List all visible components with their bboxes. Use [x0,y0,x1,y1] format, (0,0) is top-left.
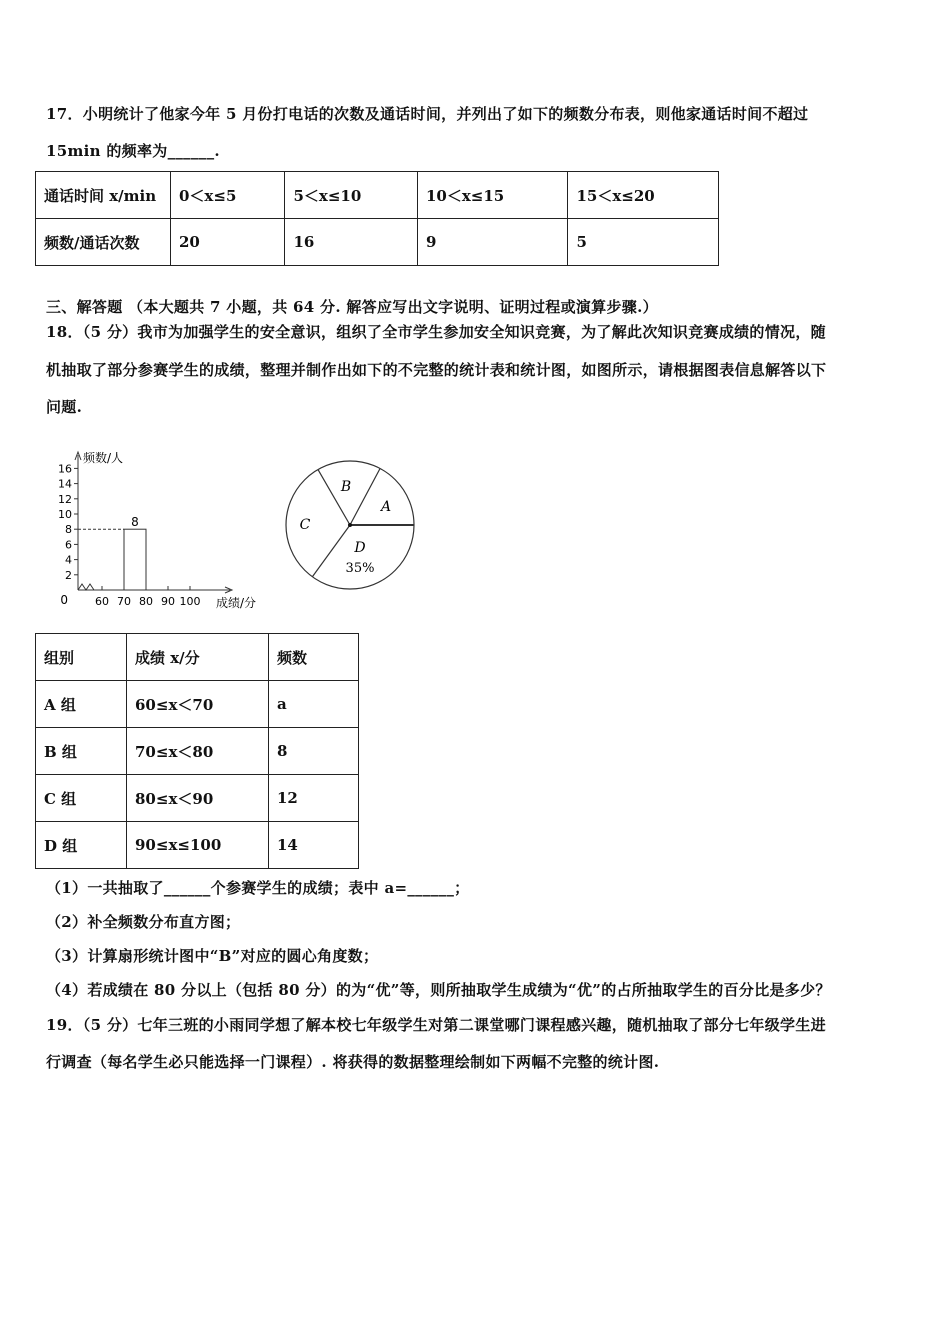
table-cell: 60≤x＜70 [127,681,269,728]
y-axis-label: 频数/人 [83,451,124,465]
table-cell: 20 [171,219,285,266]
table-cell: 15＜x≤20 [568,172,719,219]
table-cell: 90≤x≤100 [127,822,269,869]
x-tick-label: 90 [161,595,175,608]
x-axis-label: 成绩/分 [216,596,257,610]
table-cell: 5＜x≤10 [285,172,417,219]
q18-sub4: （4）若成绩在 80 分以上（包括 80 分）的为“优”等，则所抽取学生成绩为“优”的占所抽取学生的百分比是多少？ [46,981,831,999]
pie-slice-percent: 35% [345,561,375,576]
table-cell: 5 [568,219,719,266]
y-tick-label: 12 [58,492,72,506]
table-cell: 70≤x＜80 [127,728,269,775]
bar-value-label: 8 [131,515,139,530]
q17-line1: 17．小明统计了他家今年 5 月份打电话的次数及通话时间，并列出了如下的频数分布表，则他家通话时间不超过 [46,105,809,123]
pie-slice-label: A [380,499,392,515]
y-tick-label: 16 [58,462,72,476]
x-tick-label: 80 [139,595,153,608]
table-row [36,822,359,869]
table-cell: D 组 [36,822,127,869]
pie-slice-label: D [354,540,366,556]
x-tick-label: 60 [95,595,109,608]
table-cell: 80≤x＜90 [127,775,269,822]
table-row [36,634,359,681]
histogram-bar [124,529,146,590]
table-row [36,219,719,266]
q18-line1: 18．（5 分）我市为加强学生的安全意识，组织了全市学生参加安全知识竞赛，为了解此次知识竞赛成绩的情况，随 [46,323,826,341]
q18-line3: 问题. [46,398,83,416]
y-tick-label: 2 [65,568,72,582]
y-tick-label: 6 [65,538,72,552]
table-cell: 14 [269,822,359,869]
q18-sub1: （1）一共抽取了______个参赛学生的成绩；表中 a=______； [46,879,470,897]
table-header-cell: 成绩 x/分 [127,634,269,681]
y-tick-label: 4 [65,553,72,567]
x-tick-label: 70 [117,595,131,608]
q18-sub2: （2）补全频数分布直方图； [46,913,241,931]
table-row [36,775,359,822]
q18-sub3: （3）计算扇形统计图中“B”对应的圆心角度数； [46,947,379,965]
table-cell: 通话时间 x/min [36,172,171,219]
table-cell: A 组 [36,681,127,728]
origin-label: 0 [60,593,68,607]
pie-center [348,523,352,527]
table-cell: 12 [269,775,359,822]
frequency-histogram [40,440,280,615]
y-tick-label: 10 [58,508,72,521]
section-heading: 三、解答题 （本大题共 7 小题，共 64 分. 解答应写出文字说明、证明过程或演算步骤.） [46,298,658,316]
y-tick-label: 14 [58,477,72,491]
table-cell: 16 [285,219,417,266]
table-cell: 9 [417,219,568,266]
q17-line2: 15min 的频率为______. [46,142,220,160]
table-row [36,681,359,728]
table-row [36,172,719,219]
q17-table [35,171,719,266]
pie-slice-label: C [299,517,311,533]
table-cell: 10＜x≤15 [417,172,568,219]
table-cell: 频数/通话次数 [36,219,171,266]
table-header-cell: 频数 [269,634,359,681]
table-cell: B 组 [36,728,127,775]
y-tick-label: 8 [65,523,72,537]
axis-break-mark [78,584,94,590]
table-row [36,728,359,775]
table-cell: 0＜x≤5 [171,172,285,219]
q19-line2: 行调查（每名学生必只能选择一门课程）. 将获得的数据整理绘制如下两幅不完整的统计图. [46,1053,660,1071]
x-tick-label: 100 [179,595,201,608]
pie-chart [280,455,425,595]
table-cell: a [269,681,359,728]
q18-line2: 机抽取了部分参赛学生的成绩，整理并制作出如下的不完整的统计表和统计图，如图所示，请根据图表信息解答以下 [46,361,827,379]
table-header-cell: 组别 [36,634,127,681]
table-cell: 8 [269,728,359,775]
q18-table [35,633,359,869]
table-cell: C 组 [36,775,127,822]
q19-line1: 19．（5 分）七年三班的小雨同学想了解本校七年级学生对第二课堂哪门课程感兴趣，随机抽取了部分七年级学生进 [46,1016,826,1034]
pie-slice-label: B [340,479,352,495]
